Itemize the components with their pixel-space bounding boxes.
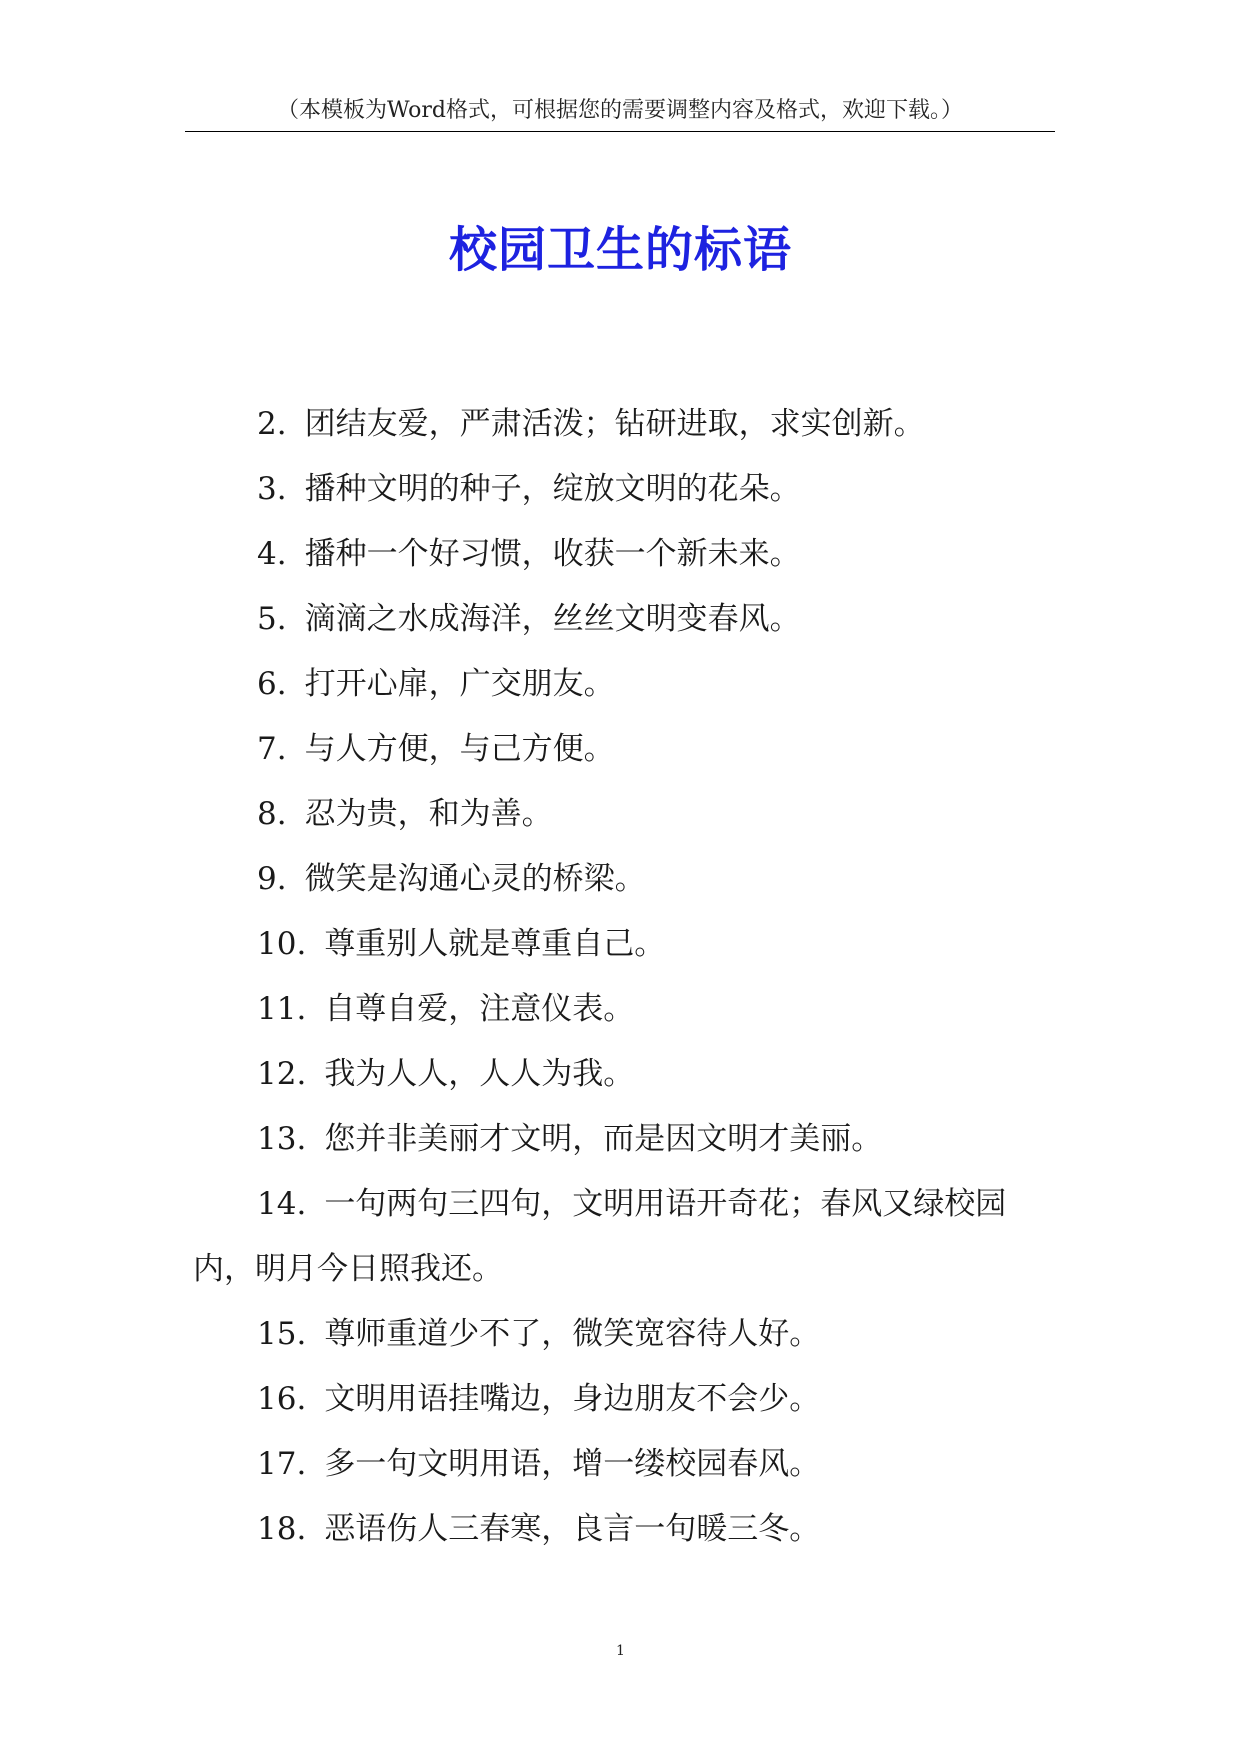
slogan-list <box>193 392 1061 1562</box>
item-number: 16. <box>257 1381 307 1417</box>
item-number: 18. <box>257 1511 307 1547</box>
list-item <box>193 717 1061 782</box>
item-text: 与人方便，与己方便。 <box>304 731 615 767</box>
header-note: （本模板为Word格式，可根据您的需要调整内容及格式，欢迎下载。） <box>277 98 963 123</box>
list-item <box>193 1107 1061 1172</box>
list-item <box>193 782 1061 847</box>
item-text: 文明用语挂嘴边，身边朋友不会少。 <box>324 1381 821 1417</box>
item-text: 滴滴之水成海洋，丝丝文明变春风。 <box>304 601 801 637</box>
list-item <box>193 1497 1061 1562</box>
item-text: 打开心扉，广交朋友。 <box>304 666 615 702</box>
item-text: 团结友爱，严肃活泼；钻研进取，求实创新。 <box>304 406 925 442</box>
list-item <box>193 1302 1061 1367</box>
item-number: 14. <box>257 1186 307 1222</box>
item-number: 10. <box>257 926 307 962</box>
item-text: 我为人人，人人为我。 <box>324 1056 635 1092</box>
list-item <box>193 912 1061 977</box>
list-item <box>193 457 1061 522</box>
item-text: 自尊自爱，注意仪表。 <box>324 991 635 1027</box>
item-text: 播种文明的种子，绽放文明的花朵。 <box>304 471 801 507</box>
page-title: 校园卫生的标语 <box>448 222 792 278</box>
item-number: 3. <box>257 471 287 507</box>
item-number: 6. <box>257 666 287 702</box>
item-number: 7. <box>257 731 287 767</box>
item-text: 多一句文明用语，增一缕校园春风。 <box>324 1446 821 1482</box>
header-divider <box>185 131 1055 132</box>
item-number: 13. <box>257 1121 307 1157</box>
item-text: 一句两句三四句，文明用语开奇花；春风又绿校园内，明月今日照我还。 <box>193 1186 1007 1287</box>
list-item <box>193 587 1061 652</box>
list-item <box>193 652 1061 717</box>
item-number: 12. <box>257 1056 307 1092</box>
item-number: 9. <box>257 861 287 897</box>
item-number: 4. <box>257 536 287 572</box>
item-number: 17. <box>257 1446 307 1482</box>
list-item <box>193 522 1061 587</box>
list-item <box>193 1172 1061 1302</box>
page-number: 1 <box>616 1643 625 1659</box>
item-number: 8. <box>257 796 287 832</box>
list-item <box>193 847 1061 912</box>
item-text: 您并非美丽才文明，而是因文明才美丽。 <box>324 1121 883 1157</box>
item-number: 15. <box>257 1316 307 1352</box>
list-item <box>193 1367 1061 1432</box>
item-number: 11. <box>257 991 307 1027</box>
item-number: 2. <box>257 406 287 442</box>
item-text: 微笑是沟通心灵的桥梁。 <box>304 861 646 897</box>
item-number: 5. <box>257 601 287 637</box>
item-text: 尊师重道少不了，微笑宽容待人好。 <box>324 1316 821 1352</box>
list-item <box>193 1432 1061 1497</box>
item-text: 忍为贵，和为善。 <box>304 796 553 832</box>
item-text: 尊重别人就是尊重自己。 <box>324 926 666 962</box>
list-item <box>193 392 1061 457</box>
item-text: 播种一个好习惯，收获一个新未来。 <box>304 536 801 572</box>
list-item <box>193 1042 1061 1107</box>
item-text: 恶语伤人三春寒，良言一句暖三冬。 <box>324 1511 821 1547</box>
list-item <box>193 977 1061 1042</box>
